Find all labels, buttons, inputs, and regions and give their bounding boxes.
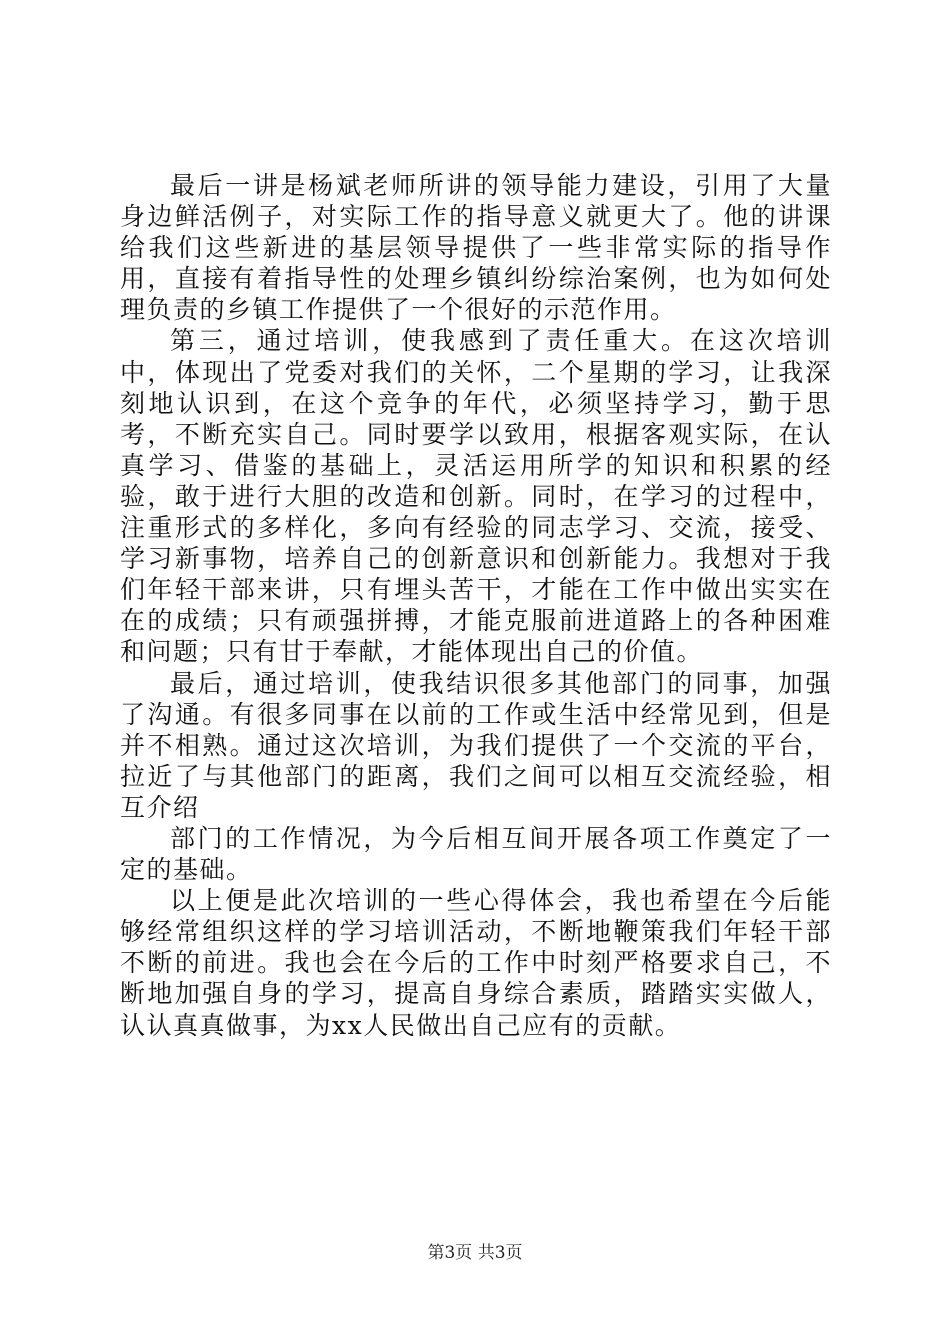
- paragraph-department-exchange: 部门的工作情况，为今后相互间开展各项工作奠定了一定的基础。: [120, 823, 832, 885]
- paragraph-conclusion: 以上便是此次培训的一些心得体会，我也希望在今后能够经常组织这样的学习培训活动，不断地鞭策我们年轻干部不断的前进。我也会在今后的工作中时刻严格要求自己，不断地加强自身的学习，提高自身综合素质，踏踏实实做人，认认真真做事，为xx人民做出自己应有的贡献。: [120, 886, 832, 1040]
- paragraph-colleagues: 最后，通过培训，使我结识很多其他部门的同事，加强了沟通。有很多同事在以前的工作或生活中经常见到，但是并不相熟。通过这次培训，为我们提供了一个交流的平台，拉近了与其他部门的距离，我们之间可以相互交流经验，相互介绍: [120, 668, 832, 822]
- document-body: [120, 170, 832, 1041]
- page-number-footer: 第3页 共3页: [427, 1243, 523, 1263]
- paragraph-responsibility: 第三，通过培训，使我感到了责任重大。在这次培训中，体现出了党委对我们的关怀，二个星期的学习，让我深刻地认识到，在这个竞争的年代，必须坚持学习，勤于思考，不断充实自己。同时要学以致用，根据客观实际，在认真学习、借鉴的基础上，灵活运用所学的知识和积累的经验，敢于进行大胆的改造和创新。同时，在学习的过程中，注重形式的多样化，多向有经验的同志学习、交流，接受、学习新事物，培养自己的创新意识和创新能力。我想对于我们年轻干部来讲，只有埋头苦干，才能在工作中做出实实在在的成绩；只有顽强拼搏，才能克服前进道路上的各种困难和问题；只有甘于奉献，才能体现出自己的价值。: [120, 326, 832, 667]
- paragraph-leadership-lecture: 最后一讲是杨斌老师所讲的领导能力建设，引用了大量身边鲜活例子，对实际工作的指导意义就更大了。他的讲课给我们这些新进的基层领导提供了一些非常实际的指导作用，直接有着指导性的处理乡镇纠纷综治案例，也为如何处理负责的乡镇工作提供了一个很好的示范作用。: [120, 171, 832, 325]
